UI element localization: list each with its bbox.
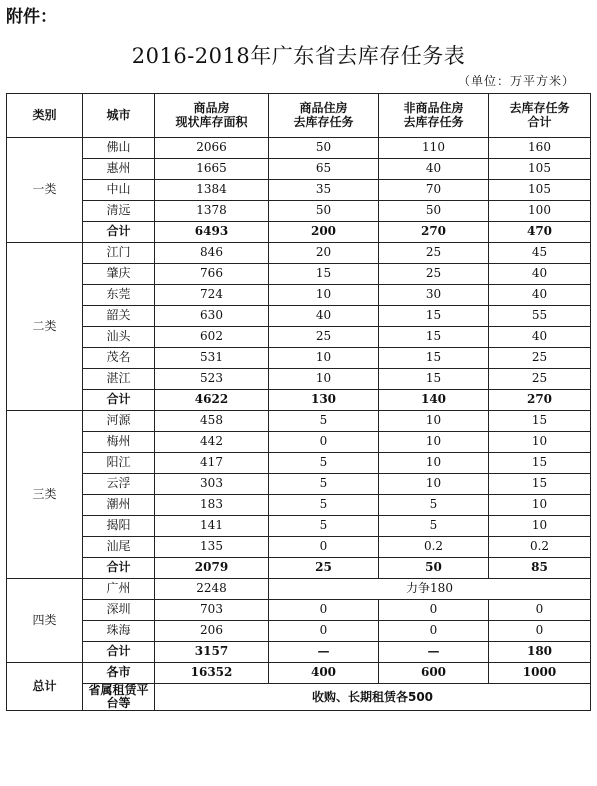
subtotal-total-task-cell: 270 — [489, 390, 591, 411]
stock-area-cell: 183 — [155, 495, 269, 516]
table-row — [7, 474, 591, 495]
nonresidential-task-cell: 110 — [379, 138, 489, 159]
table-row — [7, 369, 591, 390]
total-task-cell: 40 — [489, 327, 591, 348]
stock-area-cell: 846 — [155, 243, 269, 264]
subtotal-city-cell: 合计 — [83, 222, 155, 243]
residential-task-cell: 35 — [269, 180, 379, 201]
category-cell: 三类 — [7, 411, 83, 579]
city-cell: 揭阳 — [83, 516, 155, 537]
nonresidential-task-cell: 10 — [379, 411, 489, 432]
col-header-residential-task: 商品住房 去库存任务 — [269, 94, 379, 138]
table-row — [7, 138, 591, 159]
grand-total-city-cell: 各市 — [83, 663, 155, 684]
residential-task-cell: 50 — [269, 138, 379, 159]
total-task-cell: 0 — [489, 600, 591, 621]
city-cell: 汕头 — [83, 327, 155, 348]
table-row — [7, 411, 591, 432]
total-task-cell: 40 — [489, 285, 591, 306]
table-row — [7, 306, 591, 327]
platform-note-cell: 收购、长期租赁各500 — [155, 684, 591, 711]
nonresidential-task-cell: 50 — [379, 201, 489, 222]
residential-task-cell: 5 — [269, 495, 379, 516]
stock-area-cell: 135 — [155, 537, 269, 558]
city-cell: 河源 — [83, 411, 155, 432]
nonresidential-task-cell: 0 — [379, 621, 489, 642]
subtotal-stock-area-cell: 3157 — [155, 642, 269, 663]
total-task-cell: 25 — [489, 369, 591, 390]
stock-area-cell: 206 — [155, 621, 269, 642]
table-row — [7, 159, 591, 180]
stock-area-cell: 141 — [155, 516, 269, 537]
table-row — [7, 201, 591, 222]
subtotal-stock-area-cell: 6493 — [155, 222, 269, 243]
col-header-nonresidential-task: 非商品住房 去库存任务 — [379, 94, 489, 138]
residential-task-cell: 10 — [269, 369, 379, 390]
table-row — [7, 285, 591, 306]
grand-total-nonresidential-task-cell: 600 — [379, 663, 489, 684]
subtotal-row — [7, 558, 591, 579]
table-row — [7, 243, 591, 264]
nonresidential-task-cell: 5 — [379, 516, 489, 537]
subtotal-total-task-cell: 180 — [489, 642, 591, 663]
subtotal-nonresidential-task-cell: — — [379, 642, 489, 663]
city-cell: 深圳 — [83, 600, 155, 621]
nonresidential-task-cell: 5 — [379, 495, 489, 516]
col-header-category: 类别 — [7, 94, 83, 138]
city-cell: 东莞 — [83, 285, 155, 306]
col-header-city: 城市 — [83, 94, 155, 138]
attachment-label: 附件： — [6, 7, 57, 27]
residential-task-cell: 10 — [269, 285, 379, 306]
city-cell: 潮州 — [83, 495, 155, 516]
category-cell: 四类 — [7, 579, 83, 663]
table-row — [7, 621, 591, 642]
table-row — [7, 264, 591, 285]
residential-task-cell: 5 — [269, 411, 379, 432]
city-cell: 清远 — [83, 201, 155, 222]
residential-task-cell: 0 — [269, 537, 379, 558]
table-row — [7, 579, 591, 600]
subtotal-city-cell: 合计 — [83, 642, 155, 663]
city-cell: 阳江 — [83, 453, 155, 474]
grand-total-total-task-cell: 1000 — [489, 663, 591, 684]
subtotal-stock-area-cell: 4622 — [155, 390, 269, 411]
nonresidential-task-cell: 15 — [379, 327, 489, 348]
residential-task-cell: 25 — [269, 327, 379, 348]
residential-task-cell: 10 — [269, 348, 379, 369]
table-row — [7, 180, 591, 201]
total-task-cell: 160 — [489, 138, 591, 159]
total-task-cell: 10 — [489, 432, 591, 453]
table-row — [7, 327, 591, 348]
platform-label-cell: 省属租赁平台等 — [83, 684, 155, 711]
nonresidential-task-cell: 10 — [379, 453, 489, 474]
total-task-cell: 0.2 — [489, 537, 591, 558]
stock-area-cell: 1384 — [155, 180, 269, 201]
table-row — [7, 453, 591, 474]
city-cell: 茂名 — [83, 348, 155, 369]
city-cell: 江门 — [83, 243, 155, 264]
table-row — [7, 495, 591, 516]
residential-task-cell: 0 — [269, 432, 379, 453]
subtotal-stock-area-cell: 2079 — [155, 558, 269, 579]
subtotal-city-cell: 合计 — [83, 558, 155, 579]
total-task-cell: 40 — [489, 264, 591, 285]
stock-area-cell: 630 — [155, 306, 269, 327]
residential-task-cell: 0 — [269, 600, 379, 621]
subtotal-row — [7, 222, 591, 243]
subtotal-nonresidential-task-cell: 140 — [379, 390, 489, 411]
platform-row — [7, 684, 591, 711]
stock-area-cell: 2066 — [155, 138, 269, 159]
nonresidential-task-cell: 70 — [379, 180, 489, 201]
page-title: 2016-2018年广东省去库存任务表 — [131, 44, 466, 68]
stock-area-cell: 1665 — [155, 159, 269, 180]
total-task-cell: 10 — [489, 516, 591, 537]
grand-total-row — [7, 663, 591, 684]
stock-area-cell: 2248 — [155, 579, 269, 600]
category-cell: 一类 — [7, 138, 83, 243]
unit-label: （单位：万平方米） — [457, 74, 575, 88]
subtotal-residential-task-cell: 130 — [269, 390, 379, 411]
stock-area-cell: 531 — [155, 348, 269, 369]
nonresidential-task-cell: 15 — [379, 369, 489, 390]
city-cell: 汕尾 — [83, 537, 155, 558]
total-task-cell: 45 — [489, 243, 591, 264]
nonresidential-task-cell: 10 — [379, 474, 489, 495]
subtotal-total-task-cell: 85 — [489, 558, 591, 579]
subtotal-total-task-cell: 470 — [489, 222, 591, 243]
city-cell: 梅州 — [83, 432, 155, 453]
subtotal-row — [7, 390, 591, 411]
residential-task-cell: 5 — [269, 516, 379, 537]
nonresidential-task-cell: 0.2 — [379, 537, 489, 558]
city-cell: 惠州 — [83, 159, 155, 180]
total-task-cell: 105 — [489, 159, 591, 180]
stock-area-cell: 523 — [155, 369, 269, 390]
subtotal-row — [7, 642, 591, 663]
nonresidential-task-cell: 10 — [379, 432, 489, 453]
nonresidential-task-cell: 30 — [379, 285, 489, 306]
table-body — [7, 138, 591, 711]
stock-area-cell: 703 — [155, 600, 269, 621]
table-row — [7, 348, 591, 369]
nonresidential-task-cell: 0 — [379, 600, 489, 621]
table-row — [7, 600, 591, 621]
table-row — [7, 432, 591, 453]
col-header-total-task: 去库存任务 合计 — [489, 94, 591, 138]
total-task-cell: 105 — [489, 180, 591, 201]
city-cell: 广州 — [83, 579, 155, 600]
task-note-cell: 力争180 — [269, 579, 591, 600]
total-task-cell: 10 — [489, 495, 591, 516]
subtotal-nonresidential-task-cell: 270 — [379, 222, 489, 243]
table-header-row — [7, 94, 591, 138]
city-cell: 湛江 — [83, 369, 155, 390]
total-task-cell: 15 — [489, 453, 591, 474]
grand-total-label: 总计 — [7, 663, 83, 711]
table-row — [7, 516, 591, 537]
grand-total-residential-task-cell: 400 — [269, 663, 379, 684]
nonresidential-task-cell: 25 — [379, 243, 489, 264]
stock-area-cell: 442 — [155, 432, 269, 453]
residential-task-cell: 20 — [269, 243, 379, 264]
nonresidential-task-cell: 15 — [379, 306, 489, 327]
residential-task-cell: 40 — [269, 306, 379, 327]
inventory-task-table — [6, 93, 591, 711]
residential-task-cell: 5 — [269, 453, 379, 474]
col-header-stock-area: 商品房 现状库存面积 — [155, 94, 269, 138]
residential-task-cell: 50 — [269, 201, 379, 222]
city-cell: 韶关 — [83, 306, 155, 327]
subtotal-residential-task-cell: 25 — [269, 558, 379, 579]
residential-task-cell: 0 — [269, 621, 379, 642]
nonresidential-task-cell: 25 — [379, 264, 489, 285]
category-cell: 二类 — [7, 243, 83, 411]
stock-area-cell: 417 — [155, 453, 269, 474]
city-cell: 珠海 — [83, 621, 155, 642]
total-task-cell: 15 — [489, 411, 591, 432]
total-task-cell: 15 — [489, 474, 591, 495]
total-task-cell: 100 — [489, 201, 591, 222]
grand-total-stock-area-cell: 16352 — [155, 663, 269, 684]
subtotal-nonresidential-task-cell: 50 — [379, 558, 489, 579]
city-cell: 中山 — [83, 180, 155, 201]
total-task-cell: 25 — [489, 348, 591, 369]
residential-task-cell: 15 — [269, 264, 379, 285]
table-row — [7, 537, 591, 558]
subtotal-residential-task-cell: — — [269, 642, 379, 663]
nonresidential-task-cell: 15 — [379, 348, 489, 369]
city-cell: 肇庆 — [83, 264, 155, 285]
residential-task-cell: 65 — [269, 159, 379, 180]
subtotal-residential-task-cell: 200 — [269, 222, 379, 243]
total-task-cell: 0 — [489, 621, 591, 642]
stock-area-cell: 303 — [155, 474, 269, 495]
nonresidential-task-cell: 40 — [379, 159, 489, 180]
subtotal-city-cell: 合计 — [83, 390, 155, 411]
stock-area-cell: 458 — [155, 411, 269, 432]
total-task-cell: 55 — [489, 306, 591, 327]
residential-task-cell: 5 — [269, 474, 379, 495]
city-cell: 佛山 — [83, 138, 155, 159]
city-cell: 云浮 — [83, 474, 155, 495]
stock-area-cell: 602 — [155, 327, 269, 348]
stock-area-cell: 766 — [155, 264, 269, 285]
stock-area-cell: 1378 — [155, 201, 269, 222]
stock-area-cell: 724 — [155, 285, 269, 306]
